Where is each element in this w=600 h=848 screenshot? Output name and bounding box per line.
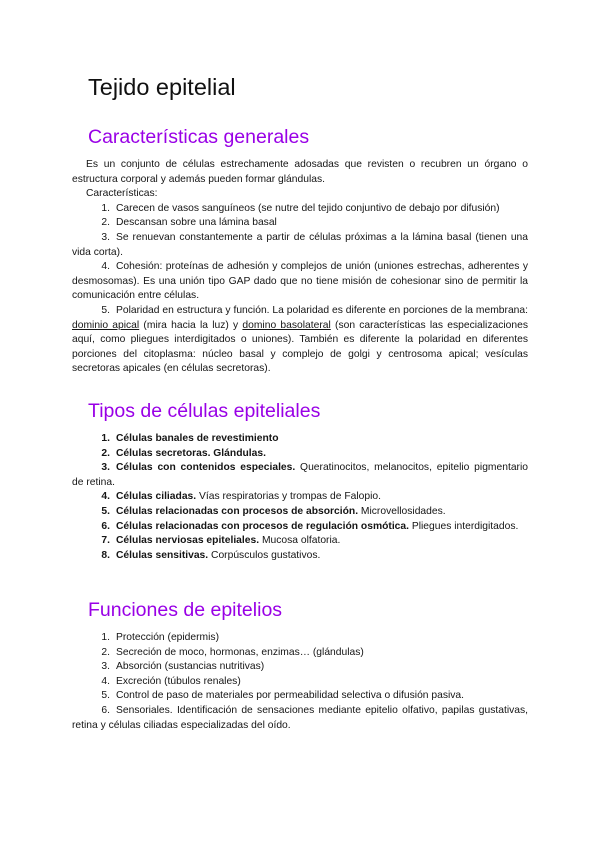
list-text: Sensoriales. Identificación de sensaciones mediante epitelio olfativo, papilas gustativas, retina y células ciliadas especializadas del oído. (72, 704, 528, 731)
list-bold: Células sensitivas. (116, 549, 209, 561)
list-number: 6. (101, 520, 110, 532)
list-item (72, 689, 528, 704)
section-funciones (72, 631, 528, 733)
page-title: Tejido epitelial (88, 74, 236, 100)
list-number: 1. (101, 433, 110, 444)
list-number: 2. (101, 217, 110, 229)
list-bold: Células con contenidos especiales. (116, 462, 296, 474)
list-number: 6. (101, 704, 110, 716)
characteristics-label: Características: (86, 188, 158, 200)
list-text: Excreción (túbulos renales) (116, 675, 241, 687)
list-number: 8. (101, 549, 110, 561)
list-number: 4. (101, 491, 110, 503)
list-text: Polaridad en estructura y función. La polaridad es diferente en porciones de la membrana: (116, 304, 528, 316)
list-item (72, 447, 528, 462)
list-bold: Células banales de revestimiento (116, 433, 279, 444)
list-item (72, 490, 528, 505)
list-number: 1. (101, 632, 110, 643)
list-number: 4. (101, 675, 110, 687)
list-text: Protección (epidermis) (116, 632, 220, 643)
list-item (72, 675, 528, 690)
list-text: Microvellosidades. (358, 505, 446, 517)
list-text: Control de paso de materiales por permeabilidad selectiva o difusión pasiva. (116, 690, 465, 702)
list-number: 3. (101, 462, 110, 474)
term-dominio-apical: dominio apical (72, 319, 140, 331)
list-text: (son características las especializaciones aquí, como pliegues interdigitados o uniones). También es diferente la polaridad en diferentes porciones del citoplasma: núcleo basal y complejo de golgi y centrosoma apical; vesículas secretoras apicales (en células secretoras). (72, 319, 528, 375)
list-number: 5. (101, 690, 110, 702)
list-text: Absorción (sustancias nutritivas) (116, 661, 265, 673)
list-item (72, 646, 528, 661)
list-text: Descansan sobre una lámina basal (116, 217, 277, 229)
list-item (72, 549, 528, 564)
term-domino-basolateral: domino basolateral (242, 319, 331, 331)
section-caracteristicas (72, 158, 528, 377)
list-item (72, 534, 528, 549)
heading-caracteristicas: Características generales (88, 126, 310, 148)
list-item (72, 704, 528, 733)
list-item (72, 216, 528, 231)
list-item (72, 432, 528, 447)
section-tipos (72, 432, 528, 563)
list-number: 5. (101, 505, 110, 517)
list-number: 3. (101, 661, 110, 673)
list-text: Mucosa olfatoria. (259, 535, 341, 547)
list-number: 2. (101, 646, 110, 658)
list-bold: Células relacionadas con procesos de regulación osmótica. (116, 520, 409, 532)
list-item (72, 260, 528, 304)
list-item (72, 631, 528, 646)
list-number: 2. (101, 447, 110, 459)
list-bold: Células relacionadas con procesos de absorción. (116, 505, 359, 517)
heading-tipos: Tipos de células epiteliales (88, 400, 321, 422)
list-text: (mira hacia la luz) y (139, 319, 243, 331)
list-bold: Células ciliadas. (116, 491, 197, 503)
list-bold: Células secretoras. Glándulas. (116, 447, 266, 459)
list-item (72, 202, 528, 217)
intro-paragraph: Es un conjunto de células estrechamente adosadas que revisten o recubren un órgano o estructura corporal y además pueden formar glándulas. (72, 159, 528, 185)
heading-funciones: Funciones de epitelios (88, 599, 283, 621)
list-text: Secreción de moco, hormonas, enzimas… (glándulas) (116, 646, 364, 658)
list-number: 4. (101, 261, 110, 273)
list-bold: Células nerviosas epiteliales. (116, 535, 260, 547)
list-item (72, 231, 528, 260)
list-number: 5. (101, 304, 110, 316)
list-text: Pliegues interdigitados. (409, 520, 519, 532)
list-text: Corpúsculos gustativos. (208, 549, 321, 561)
list-text: Queratinocitos, melanocitos, epitelio pigmentario de retina. (72, 462, 528, 488)
list-text: Vías respiratorias y trompas de Falopio. (196, 491, 381, 503)
list-number: 3. (101, 231, 110, 243)
list-number: 7. (101, 535, 110, 547)
list-text: Se renuevan constantemente a partir de células próximas a la lámina basal (tienen una vida corta). (72, 231, 528, 258)
list-item (72, 660, 528, 675)
list-item (72, 505, 528, 520)
list-text: Cohesión: proteínas de adhesión y complejos de unión (uniones estrechas, adherentes y desmosomas). Es una unión tipo GAP dado que no tiene misión de cohesionar sino de permitir la comunicación entre células. (72, 261, 528, 302)
list-item (72, 520, 528, 535)
list-item (72, 461, 528, 490)
list-item (72, 304, 528, 377)
list-number: 1. (101, 202, 110, 214)
list-text: Carecen de vasos sanguíneos (se nutre del tejido conjuntivo de debajo por difusión) (116, 202, 500, 214)
